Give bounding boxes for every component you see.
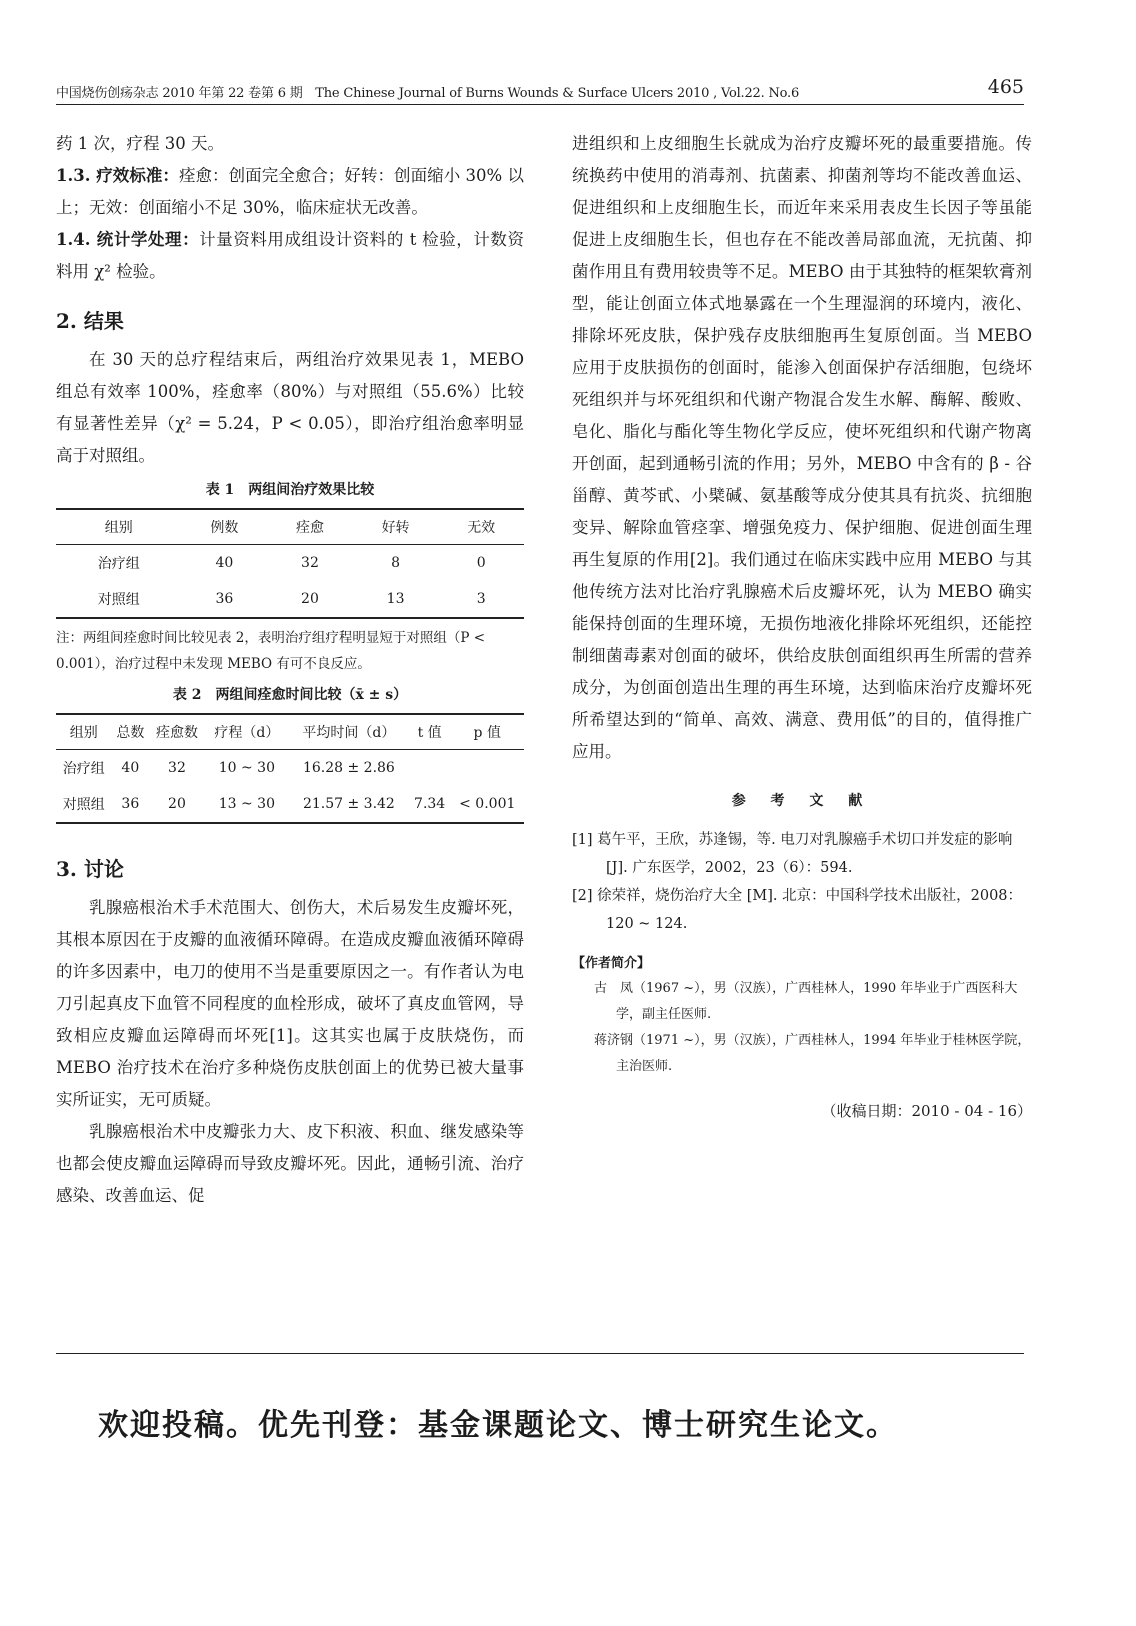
table-cell: 8: [391, 555, 401, 571]
table-cell: 21.57 ± 3.42: [289, 786, 409, 823]
table-row: [56, 786, 524, 823]
table2: [56, 713, 524, 824]
table-cell: 3: [438, 581, 524, 618]
table1: [56, 508, 524, 619]
journal-title: 中国烧伤创疡杂志 2010 年第 22 卷第 6 期 The Chinese Journal of Burns Wounds & Surface Ulcers 2010 , Vol.22. No.6: [56, 86, 800, 101]
table-cell: [451, 750, 524, 787]
statistics-method-text: 计量资料用成组设计资料的 t 检验，计数资料用 χ² 检验。: [56, 230, 524, 281]
table2-caption: 表 2 两组间痊愈时间比较（x̄ ± s）: [172, 687, 408, 703]
efficacy-criteria-text: 痊愈：创面完全愈合；好转：创面缩小 30% 以上；无效：创面缩小不足 30%，临床症状无改善。: [56, 166, 524, 217]
running-header: [56, 76, 1024, 104]
table-cell: < 0.001: [451, 786, 524, 823]
table2-header-cell: t 值: [409, 714, 451, 750]
table2-header-cell: 痊愈数: [149, 714, 204, 750]
header-rule: [56, 104, 1024, 105]
table-cell: 对照组: [56, 786, 111, 823]
table2-header-row: [56, 714, 524, 750]
table-cell: 治疗组: [97, 556, 140, 572]
page-number: 465: [987, 76, 1024, 98]
reference-item: [2] 徐荣祥，烧伤治疗大全 [M]. 北京：中国科学技术出版社，2008：120 ~ 124.: [572, 888, 1023, 932]
table1-header-cell: 无效: [438, 509, 524, 545]
table1-header-cell: 例数: [182, 509, 268, 545]
table1-header-cell: 痊愈: [267, 509, 353, 545]
author-bio-title: 【作者简介】: [572, 956, 651, 971]
table1-caption: 表 1 两组间治疗效果比较: [205, 482, 375, 498]
table-cell: 治疗组: [62, 761, 105, 777]
efficacy-criteria: [56, 160, 524, 224]
statistics-method: [56, 224, 524, 288]
table-cell: 32: [301, 555, 319, 571]
continued-text: 药 1 次，疗程 30 天。: [56, 134, 224, 153]
table2-header-cell: 平均时间（d）: [289, 714, 409, 750]
table1-note: 注：两组间痊愈时间比较见表 2，表明治疗组疗程明显短于对照组（P < 0.001），治疗过程中未发现 MEBO 有可不良反应。: [56, 630, 486, 672]
table2-header-cell: 疗程（d）: [205, 714, 289, 750]
table2-header-cell: p 值: [451, 714, 524, 750]
table-cell: 40: [215, 555, 234, 571]
results-paragraph: 在 30 天的总疗程结束后，两组治疗效果见表 1，MEBO 组总有效率 100%，痊愈率（80%）与对照组（55.6%）比较有显著性差异（χ² = 5.24，P < 0.05），即治疗组治愈率明显高于对照组。: [56, 350, 524, 465]
author-bio: 古 凤（1967 ~），男（汉族），广西桂林人，1990 年毕业于广西医科大学，副主任医师.: [594, 981, 1018, 1022]
table2-header-cell: 总数: [111, 714, 149, 750]
received-date: （收稿日期：2010 - 04 - 16）: [821, 1102, 1032, 1120]
table-cell: 10 ~ 30: [218, 760, 275, 776]
table-cell: 20: [149, 786, 204, 823]
table-cell: 40: [121, 760, 140, 776]
footer-banner: 欢迎投稿。优先刊登：基金课题论文、博士研究生论文。: [98, 1408, 898, 1443]
table-cell: 对照组: [56, 581, 182, 618]
table1-header-row: [56, 509, 524, 545]
references-title: 参 考 文 献: [731, 793, 873, 809]
reference-item: [1] 葛午平，王欣，苏逢锡，等. 电刀对乳腺癌手术切口并发症的影响 [J]. 广东医学，2002，23（6）：594.: [572, 832, 1013, 876]
section-discussion-title: 3. 讨论: [56, 857, 124, 881]
table1-header-cell: 组别: [56, 509, 182, 545]
table-row: [56, 545, 524, 582]
discussion-continued: 进组织和上皮细胞生长就成为治疗皮瓣坏死的最重要措施。传统换药中使用的消毒剂、抗菌素、抑菌剂等均不能改善血运、促进组织和上皮细胞生长，而近年来采用表皮生长因子等虽能促进上皮细胞生长，但也存在不能改善局部血流，无抗菌、抑菌作用且有费用较贵等不足。MEBO 由于其独特的框架软膏剂型，能让创面立体式地暴露在一个生理湿润的环境内，液化、排除坏死皮肤，保护残存皮肤细胞再生复原创面。当 MEBO 应用于皮肤损伤的创面时，能渗入创面保护存活细胞，包绕坏死组织并与坏死组织和代谢产物混合发生水解、酶解、酸败、皂化、脂化与酯化等生物化学反应，使坏死组织和代谢产物离开创面，起到通畅引流的作用；另外，MEBO 中含有的 β - 谷甾醇、黄芩甙、小檗碱、氨基酸等成分使其具有抗炎、抗细胞变异、解除血管痉挛、增强免疫力、保护细胞、促进创面生理再生复原的作用[2]。我们通过在临床实践中应用 MEBO 与其他传统方法对比治疗乳腺癌术后皮瓣坏死，认为 MEBO 确实能保持创面的生理环境，无损伤地液化排除坏死组织，还能控制细菌毒素对创面的破坏，供给皮肤创面组织再生所需的营养成分，为创面创造出生理的再生环境，达到临床治疗皮瓣坏死所希望达到的“简单、高效、满意、费用低”的目的，值得推广应用。: [572, 134, 1032, 761]
table-cell: 20: [267, 581, 353, 618]
table-cell: 32: [168, 760, 186, 776]
right-column: [572, 128, 1032, 1121]
table-row: [56, 581, 524, 618]
statistics-method-label: 1.4. 统计学处理：: [56, 230, 200, 249]
footer-rule: [56, 1353, 1024, 1354]
table-cell: 7.34: [409, 786, 451, 823]
left-column: [56, 128, 524, 1212]
table2-header-cell: 组别: [56, 714, 111, 750]
table-cell: 16.28 ± 2.86: [302, 760, 395, 776]
section-results-title: 2. 结果: [56, 309, 124, 333]
discussion-paragraph-2: 乳腺癌根治术中皮瓣张力大、皮下积液、积血、继发感染等也都会使皮瓣血运障碍而导致皮瓣坏死。因此，通畅引流、治疗感染、改善血运、促: [56, 1122, 524, 1205]
author-bio: 蒋济钢（1971 ~），男（汉族），广西桂林人，1994 年毕业于桂林医学院，主治医师.: [594, 1033, 1031, 1074]
table-cell: 13: [353, 581, 439, 618]
table-cell: 0: [476, 555, 486, 571]
table1-header-cell: 好转: [353, 509, 439, 545]
table-cell: 13 ~ 30: [205, 786, 289, 823]
table-cell: 36: [182, 581, 268, 618]
table-cell: [409, 750, 451, 787]
discussion-paragraph-1: 乳腺癌根治术手术范围大、创伤大，术后易发生皮瓣坏死，其根本原因在于皮瓣的血液循环障碍。在造成皮瓣血液循环障碍的许多因素中，电刀的使用不当是重要原因之一。有作者认为电刀引起真皮下血管不同程度的血栓形成，破坏了真皮血管网，导致相应皮瓣血运障碍而坏死[1]。这其实也属于皮肤烧伤，而 MEBO 治疗技术在治疗多种烧伤皮肤创面上的优势已被大量事实所证实，无可质疑。: [56, 898, 524, 1109]
efficacy-criteria-label: 1.3. 疗效标准：: [56, 166, 179, 185]
table-cell: 36: [111, 786, 149, 823]
table-row: [56, 750, 524, 787]
